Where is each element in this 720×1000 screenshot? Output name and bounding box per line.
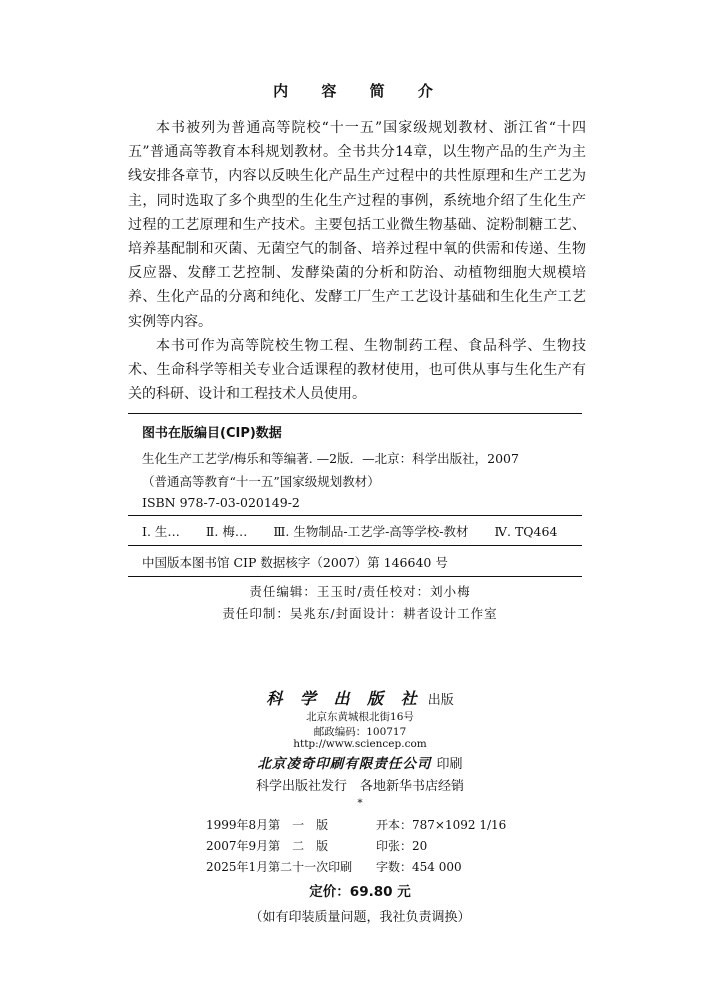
- intro-paragraph-1: 本书被列为普通高等院校“十一五”国家级规划教材、浙江省“十四五”普通高等教育本科规划教材。全书共分14章，以生物产品的生产为主线安排各章节，内容以反映生化产品生产过程中的共性原理和生产工艺为主，同时选取了多个典型的生化生产过程的事例，系统地介绍了生化生产过程的工艺原理和生产技术。主要包括工业微生物基础、淀粉制糖工艺、培养基配制和灭菌、无菌空气的制备、培养过程中氧的供需和传递、生物反应器、发酵工艺控制、发酵染菌的分析和防治、动植物细胞大规模培养、生化产品的分离和纯化、发酵工厂生产工艺设计基础和生化生产工艺实例等内容。: [128, 120, 586, 330]
- printer-logo-text: 北京凌奇印刷有限责任公司: [257, 756, 432, 772]
- edition-row: [206, 837, 427, 854]
- cip-class-3: Ⅲ. 生物制品-工艺学-高等学校-教材: [273, 524, 469, 539]
- publisher-postcode: 邮政编码：100717: [313, 726, 407, 738]
- separator-star: *: [357, 797, 363, 809]
- print-credits: 责任印制：吴兆东/封面设计：耕者设计工作室: [222, 606, 498, 621]
- cip-mid-rule-2: [128, 545, 582, 546]
- intro-text: [128, 116, 586, 406]
- publisher-address: 北京东黄城根北街16号: [306, 711, 414, 723]
- distribution-line: 科学出版社发行 各地新华书店经销: [255, 779, 464, 794]
- page-title: 内 容 简 介: [273, 82, 447, 100]
- cip-isbn: ISBN 978-7-03-020149-2: [142, 495, 300, 510]
- edition-row: [206, 858, 462, 875]
- edition-spec: 印张：20: [376, 839, 428, 853]
- publisher-line: [0, 686, 720, 709]
- cip-class-2: Ⅱ. 梅…: [205, 524, 248, 539]
- cip-heading: 图书在版编目(CIP)数据: [142, 426, 282, 441]
- cip-classification: [142, 522, 584, 540]
- edition-date: 1999年8月第 一 版: [206, 818, 329, 832]
- edition-spec: 字数：454 000: [376, 860, 462, 874]
- price: 定价：69.80 元: [309, 884, 411, 900]
- printer-line: [0, 752, 720, 772]
- editor-credits: 责任编辑：王玉时/责任校对：刘小梅: [249, 584, 471, 599]
- cip-class-4: Ⅳ. TQ464: [494, 524, 558, 539]
- printer-suffix: 印刷: [436, 757, 463, 772]
- publisher-url: http://www.sciencep.com: [293, 738, 427, 750]
- publisher-logo-text: 科 学 出 版 社: [266, 689, 423, 708]
- cip-mid-rule: [128, 515, 582, 516]
- intro-paragraph-2: 本书可作为高等院校生物工程、生物制药工程、食品科学、生物技术、生命科学等相关专业合适课程的教材使用，也可供从事与生化生产有关的科研、设计和工程技术人员使用。: [128, 337, 586, 403]
- edition-spec: 开本：787×1092 1/16: [376, 818, 507, 832]
- edition-date: 2007年9月第 二 版: [206, 839, 329, 853]
- cip-bottom-rule: [128, 576, 582, 577]
- edition-row: [206, 816, 506, 833]
- publisher-suffix: 出版: [427, 693, 454, 708]
- edition-date: 2025年1月第二十一次印刷: [206, 860, 353, 874]
- cip-class-1: Ⅰ. 生…: [142, 524, 180, 539]
- cip-line-2: （普通高等教育“十一五”国家级规划教材）: [142, 474, 380, 489]
- quality-notice: （如有印装质量问题，我社负责调换）: [249, 910, 471, 925]
- cip-top-rule: [128, 413, 582, 414]
- cip-verify: 中国版本图书馆 CIP 数据核字（2007）第 146640 号: [142, 555, 448, 570]
- cip-line-1: 生化生产工艺学/梅乐和等编著. —2版．—北京：科学出版社，2007: [142, 451, 519, 466]
